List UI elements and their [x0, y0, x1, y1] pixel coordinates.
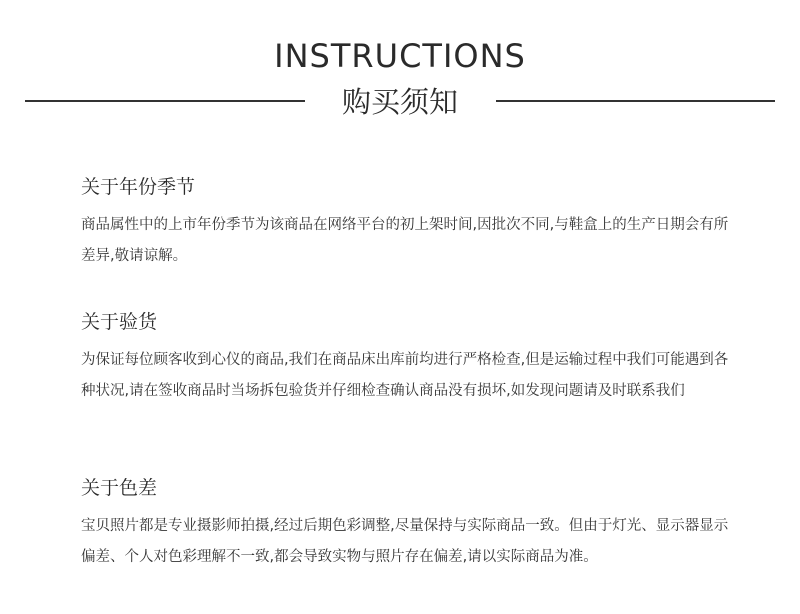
section-heading: 关于色差 — [81, 477, 158, 499]
section-year-season — [81, 174, 741, 272]
section-heading: 关于验货 — [81, 311, 158, 333]
section-body: 商品属性中的上市年份季节为该商品在网络平台的初上架时间,因批次不同,与鞋盒上的生产日期会有所差异,敬请谅解。 — [81, 217, 729, 264]
english-title: INSTRUCTIONS — [274, 37, 526, 75]
section-inspection — [81, 309, 741, 407]
section-body: 宝贝照片都是专业摄影师拍摄,经过后期色彩调整,尽量保持与实际商品一致。但由于灯光、显示器显示偏差、个人对色彩理解不一致,都会导致实物与照片存在偏差,请以实际商品为准。 — [81, 518, 729, 565]
section-body: 为保证每位顾客收到心仪的商品,我们在商品床出库前均进行严格检查,但是运输过程中我们可能遇到各种状况,请在签收商品时当场拆包验货并仔细检查确认商品没有损坏,如发现问题请及时联系我们 — [81, 352, 729, 399]
title-divider-right — [496, 100, 775, 102]
instructions-header — [0, 0, 800, 130]
section-color-difference — [81, 475, 741, 573]
chinese-title: 购买须知 — [341, 85, 458, 119]
section-heading: 关于年份季节 — [81, 176, 196, 198]
